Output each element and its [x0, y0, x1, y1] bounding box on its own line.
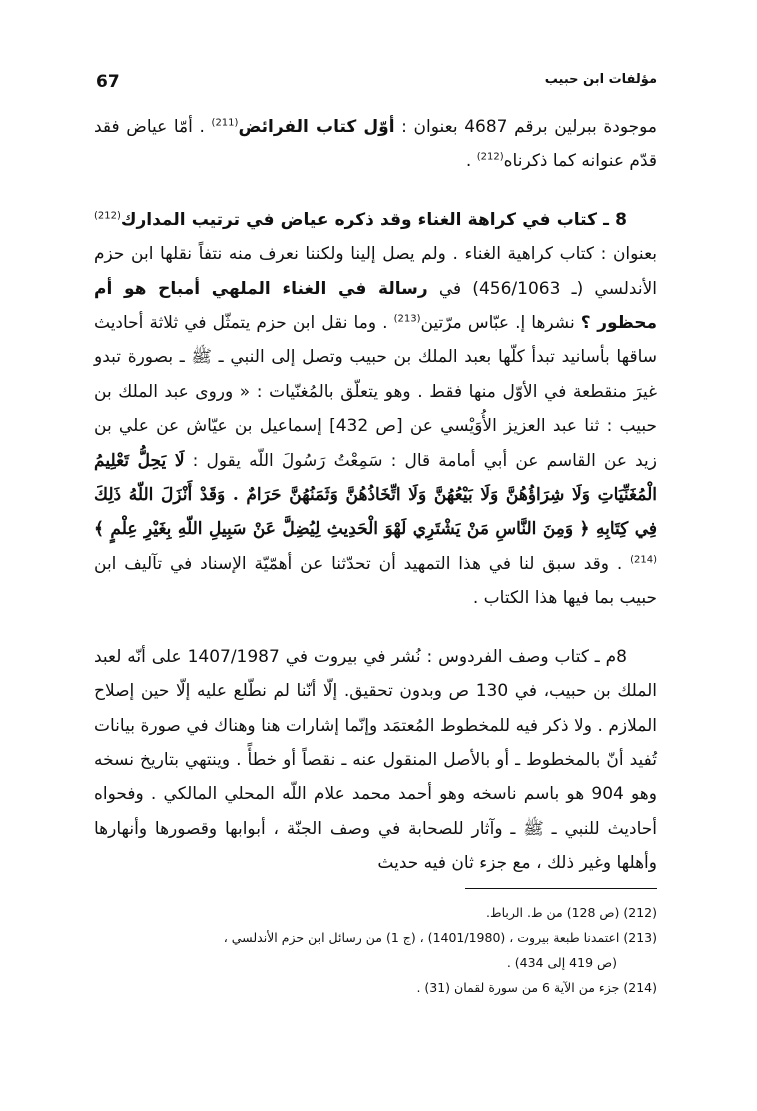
book-title-risala: رسالة في الغناء الملهي أمباح هو أم محظور ؟ [94, 278, 657, 334]
footnote-ref-212-b: (212) [94, 210, 121, 222]
footnote-ref-211: (211) [211, 117, 239, 129]
footnote-213-line-1: (213) اعتمدنا طبعة بيروت ، (1401/1980) ، (ج 1) من رسائل ابن حزم الأندلسي ، [223, 930, 657, 945]
paragraph-1-text-d: . [465, 151, 477, 172]
paragraph-3-text: 8م ـ كتاب وصف الفردوس : نُشر في بيروت في 1407/1987 على أنّه لعبد الملك بن حبيب، في 130 ص وبدون تحقيق. إلّا أنّنا لم نطّلع عليه إلّا حين إصلاح الملازم . ولا ذكر فيه للمخطوط المُعتمَد وإنّما إشارات هنا وهناك في صورة بيانات تُفيد أنّ بالمخطوط ـ أو بالأصل المنقول عنه ـ نقصاً أو خطأً . وينتهي بتاريخ نسخه وهو 904 هو باسم ناسخه وهو أحمد محمد علام اللّه المحلي المالكي . وفحواه أحاديث للنبي ـ ﷺ ـ وآثار للصحابة في وصف الجنّة ، أبوابها وقصورها وأنهارها وأهلها وغير ذلك ، مع جزء ثان فيه حديث [94, 646, 658, 874]
footnotes [94, 900, 657, 1000]
footnote-213 [94, 925, 657, 975]
footnote-separator [465, 888, 657, 889]
paragraph-2-text-g: . وقد سبق لنا في هذا التمهيد أن تحدّثنا عن أهمّيّة الإسناد في تآليف ابن حبيب بما فيها هذا الكتاب . [94, 553, 657, 609]
book-title-faraid: أوّل كتاب الفرائض [238, 117, 395, 137]
footnote-214: (214) جزء من الآية 6 من سورة لقمان (31) . [416, 980, 657, 995]
hadith-quote: لَا يَحِلُّ تَعْلِيمُ الْمُغَنِّيَاتِ وَلَا شِرَاؤُهُنَّ وَلَا بَيْعُهُنَّ وَلَا اتِّخَاذُهُنَّ وَثَمَنُهُنَّ حَرَامٌ . وَقَدْ أَنْزَلَ اللّهُ ذَلِكَ فِي كِتَابِهِ ﴿ وَمِنَ النَّاسِ مَنْ يَشْتَرِي لَهْوَ الْحَدِيثِ لِيُضِلَّ عَنْ سَبِيلِ اللّهِ بِغَيْرِ عِلْمٍ ﴾ [94, 450, 657, 540]
paragraph-1-text-a: موجودة ببرلين برقم 4687 بعنوان : [394, 117, 657, 137]
paragraph-2-text-b: بعنوان : كتاب كراهية الغناء . ولم يصل إلينا ولكننا نعرف منه نتفاً نقلها ابن حزم الأندلسي (ـ 456/1063) في [94, 244, 657, 299]
footnote-212: (212) (ص 128) من ط. الرباط. [486, 905, 657, 920]
footnote-ref-214: (214) [630, 554, 657, 566]
running-header [96, 72, 657, 94]
running-title: مؤلفات ابن حبيب [544, 72, 657, 87]
paragraph-2 [94, 203, 657, 616]
paragraph-3 [94, 640, 657, 881]
paragraph-1 [94, 110, 657, 179]
section-8-heading: 8 ـ كتاب في كراهة الغناء وقد ذكره عياض في ترتيب المدارك [120, 209, 627, 230]
body-text [94, 110, 657, 881]
footnote-ref-213: (213) [393, 313, 421, 325]
paragraph-1-text-c: . أمّا عياض فقد قدّم عنوانه كما ذكرناه [94, 117, 657, 172]
paragraph-2-text-e: . وما نقل ابن حزم يتمثّل في ثلاثة أحاديث ساقها بأسانيد تبدأ كلّها بعبد الملك بن حبيب وتصل إلى النبي ـ ﷺ ـ بصورة تبدو غيرَ منقطعة في الأوّل منها فقط . وهو يتعلّق بالمُغنّيات : « وروى عبد الملك بن حبيب : ثنا عبد العزيز الأُوَيْسي عن [ص 432] إسماعيل بن عيّاش عن علي بن زيد عن القاسم عن أبي أمامة قال : سَمِعْتُ رَسُولَ اللّه يقول : [94, 313, 657, 471]
page-number: 67 [96, 72, 120, 92]
footnote-213-line-2: (ص 419 إلى 434) . [506, 955, 617, 970]
paragraph-2-text-d: نشرها إ. عبّاس مرّتين [420, 313, 581, 334]
footnote-ref-212: (212) [476, 151, 504, 163]
